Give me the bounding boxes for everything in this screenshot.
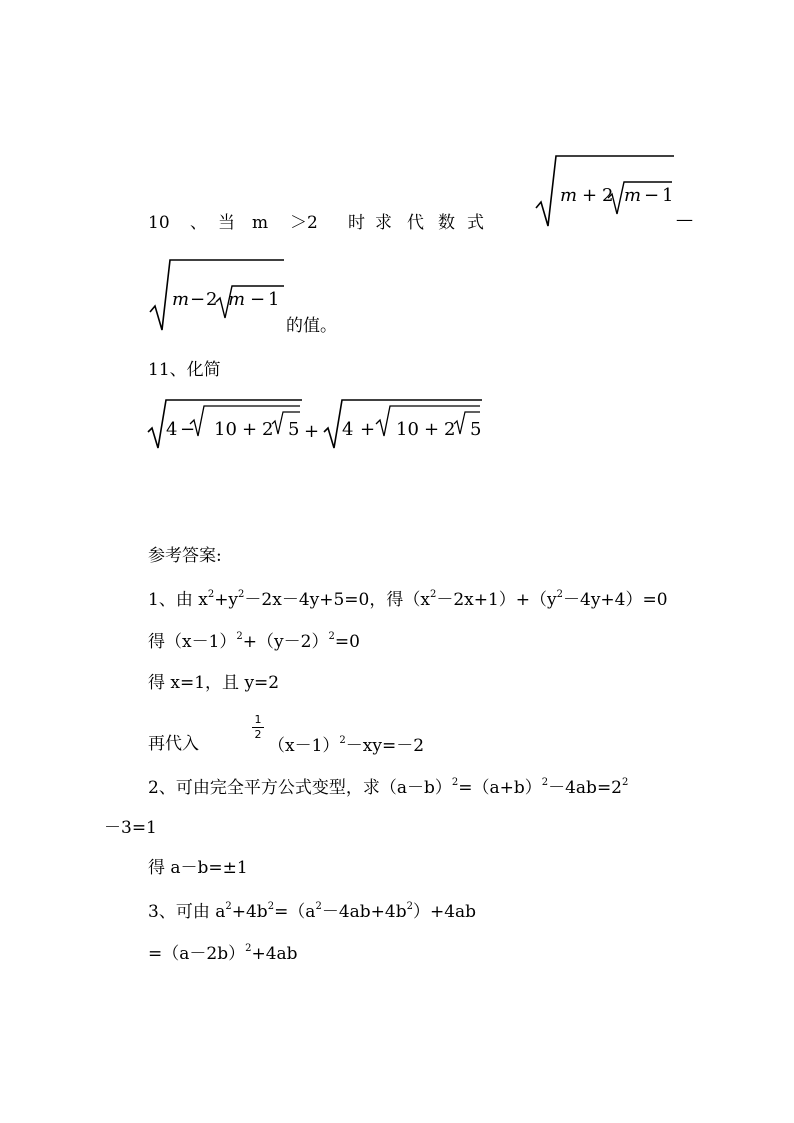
document-page: 10 、 当 m ＞2 时 求 代 数 式 m + 2 m − 1 — m − 2 m − 1 的值。 11、化简 4 − 10 + 2 5 + 4 + 10 + 2 5 参考答案: 1、由 $x^2+y^2-2x-4y+5=0$，得$(x^2-2x+1)+(y^2-4y+4)=0$ 得$(x-1)^2+(y-2)^2=0$ 得 x=1，且 y=2 再代入 1 2 $(x-1)^2-xy=-2$ 2、可由完全平方公式变型，求$(a-b)^2=(a+b)^2-4ab=2^2$ －3=1 得 a－b=±1 3、可由 $a^2+4b^2=(a^2-4ab+4b^2)+4ab$ $=(a-2b)^2+4ab$ — [0, 0, 794, 1123]
q10-minus: — — [676, 210, 693, 230]
answer-1-fraction — [252, 714, 264, 741]
answer-1-line-4-expr: $(x-1)^2-xy=-2$ — [268, 735, 425, 756]
answer-1-line-2: 得$(x-1)^2+(y-2)^2=0$ — [148, 631, 360, 652]
answers-heading: 参考答案: — [148, 546, 222, 566]
q10-word-shi2: 式 — [467, 213, 484, 233]
q10-word-dai: 代 — [407, 213, 424, 233]
answer-2-line-2: －3=1 — [104, 818, 157, 838]
q10-sep: 、 — [190, 213, 207, 233]
answer-1-line-1: 1、由 $x^2+y^2-2x-4y+5=0$，得$(x^2-2x+1)+(y^2-4y+4)=0$ — [148, 589, 668, 610]
fraction-denominator: 2 — [254, 728, 262, 741]
q10-number: 10 — [148, 213, 170, 233]
answer-3-line-1: 3、可由 $a^2+4b^2=(a^2-4ab+4b^2)+4ab$ — [148, 901, 477, 922]
q10-radical-b-sign — [148, 254, 288, 334]
q10-word-dang: 当 — [218, 213, 235, 233]
q11-label: 11、化简 — [148, 360, 221, 380]
q10-word-shu: 数 — [438, 213, 455, 233]
answer-1-line-4-prefix: 再代入 — [148, 734, 199, 754]
answer-3-line-2: $=(a-2b)^2+4ab$ — [148, 943, 298, 964]
q10-condition: ＞2 — [290, 213, 318, 233]
q10-word-shi: 时 — [348, 213, 365, 233]
answer-2-line-3: 得 a－b=±1 — [148, 858, 248, 878]
q10-var-m: m — [252, 213, 269, 233]
q11-mid-plus: + — [304, 421, 320, 442]
q10-suffix: 的值。 — [286, 316, 337, 336]
q10-word-qiu: 求 — [375, 213, 392, 233]
fraction-numerator: 1 — [254, 713, 262, 726]
answer-1-line-3: 得 x=1，且 y=2 — [148, 673, 280, 693]
answer-2-line-1: 2、可由完全平方公式变型，求$(a-b)^2=(a+b)^2-4ab=2^2$ — [148, 777, 629, 798]
